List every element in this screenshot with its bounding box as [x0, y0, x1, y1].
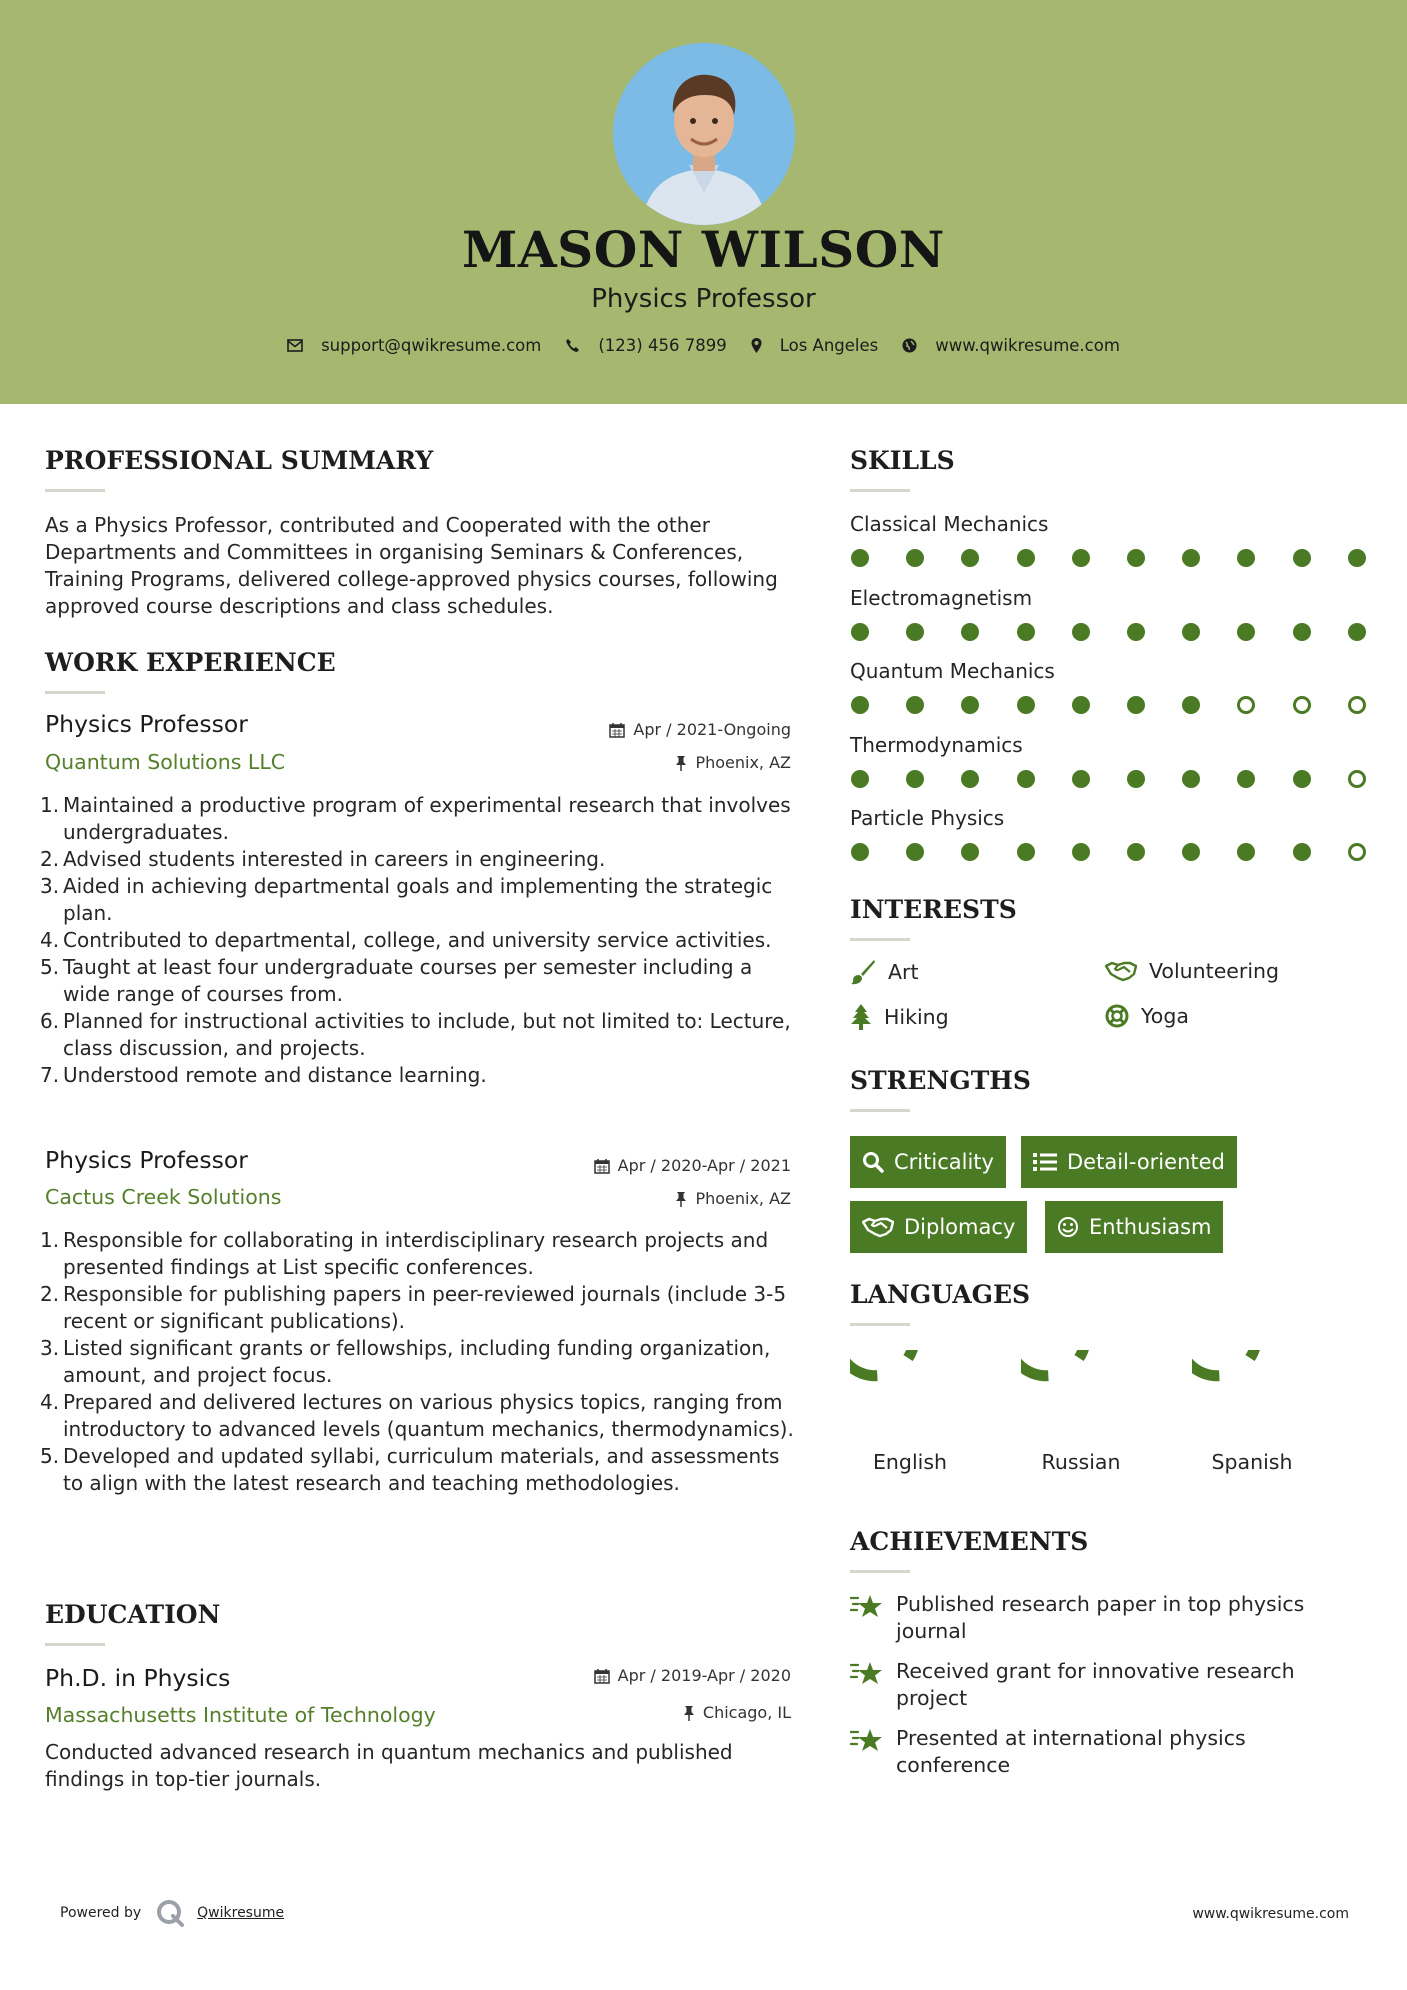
section-divider — [45, 691, 105, 694]
rating-dot — [1348, 696, 1366, 714]
contact-location — [751, 336, 879, 355]
candidate-role: Physics Professor — [591, 284, 816, 314]
website-text: www.qwikresume.com — [935, 336, 1120, 355]
duty-item — [40, 954, 805, 1008]
envelope-icon — [287, 339, 303, 352]
language-ring — [1192, 1350, 1312, 1444]
achievement-item — [850, 1658, 1350, 1712]
duty-text: Developed and updated syllabi, curriculum materials, and assessments to align with the latest research and teaching methodologies. — [63, 1444, 780, 1495]
globe-icon — [902, 338, 917, 353]
rating-dot — [1017, 623, 1035, 641]
paintbrush-icon — [850, 959, 876, 985]
duty-number: 1. — [40, 1228, 60, 1252]
language-ring-arc — [1021, 1350, 1085, 1376]
duty-item — [40, 846, 805, 873]
skill-rating — [851, 696, 1371, 716]
rating-dot — [1293, 696, 1311, 714]
section-title-work: WORK EXPERIENCE — [45, 648, 336, 677]
rating-dot — [906, 549, 924, 567]
job-duties-list — [40, 792, 805, 1089]
rating-dot — [1237, 770, 1255, 788]
duty-number: 1. — [40, 793, 60, 817]
school-name: Massachusetts Institute of Technology — [45, 1703, 436, 1727]
section-divider — [850, 938, 910, 941]
rating-dot — [851, 623, 869, 641]
duty-text: Listed significant grants or fellowships, including funding organization, amount, and project focus. — [63, 1336, 771, 1387]
summary-text: As a Physics Professor, contributed and Cooperated with the other Departments and Committees in organising Seminars & Conferences, Training Programs, delivered college-approved physics courses, following approved course descriptions and class schedules. — [45, 513, 778, 618]
language-ring — [1021, 1350, 1141, 1444]
calendar-icon — [609, 722, 625, 738]
interest-label: Hiking — [884, 1005, 949, 1029]
achievement-item — [850, 1591, 1350, 1645]
job-date — [609, 720, 791, 739]
strength-label: Detail-oriented — [1067, 1150, 1225, 1174]
pin-icon — [675, 1191, 687, 1207]
rating-dot — [906, 623, 924, 641]
rating-dot — [1348, 623, 1366, 641]
rating-dot — [851, 843, 869, 861]
rating-dot — [1182, 843, 1200, 861]
duty-item — [40, 1227, 805, 1281]
rating-dot — [961, 696, 979, 714]
duty-number: 3. — [40, 1336, 60, 1360]
rating-dot — [1348, 770, 1366, 788]
profile-photo — [613, 43, 795, 225]
duty-item — [40, 873, 805, 927]
powered-by-text: Powered by — [60, 1905, 142, 1921]
rating-dot — [906, 770, 924, 788]
duty-item — [40, 1062, 805, 1089]
rating-dot — [1017, 696, 1035, 714]
list-icon — [1033, 1152, 1057, 1172]
duty-number: 2. — [40, 1282, 60, 1306]
rating-dot — [1072, 770, 1090, 788]
duty-number: 4. — [40, 1390, 60, 1414]
footer-website[interactable]: www.qwikresume.com — [1192, 1906, 1349, 1922]
rating-dot — [1293, 770, 1311, 788]
skill-rating — [851, 770, 1371, 790]
duty-text: Prepared and delivered lectures on various physics topics, ranging from introductory to advanced levels (quantum mechanics, thermodynamics). — [63, 1390, 794, 1441]
job-location-text: Phoenix, AZ — [695, 1189, 791, 1208]
strength-label: Enthusiasm — [1089, 1215, 1212, 1239]
strength-badge — [850, 1136, 1006, 1188]
rating-dot — [1017, 770, 1035, 788]
duty-text: Aided in achieving departmental goals and implementing the strategic plan. — [63, 874, 773, 925]
language-ring-arc — [1192, 1350, 1256, 1376]
rating-dot — [1017, 549, 1035, 567]
language-label: Spanish — [1211, 1450, 1293, 1474]
rating-dot — [1072, 696, 1090, 714]
rating-dot — [1127, 843, 1145, 861]
search-icon — [862, 1151, 884, 1173]
section-title-education: EDUCATION — [45, 1600, 221, 1629]
rating-dot — [1127, 549, 1145, 567]
duty-number: 5. — [40, 955, 60, 979]
duty-item — [40, 1281, 805, 1335]
interest-item — [1105, 959, 1279, 983]
achievement-text: Presented at international physics conference — [896, 1726, 1246, 1777]
achievement-text: Published research paper in top physics journal — [896, 1592, 1305, 1643]
skill-name: Classical Mechanics — [850, 512, 1049, 536]
job-date-text: Apr / 2021-Ongoing — [633, 720, 791, 739]
email-text: support@qwikresume.com — [321, 336, 542, 355]
footer-powered — [60, 1898, 284, 1928]
duty-text: Taught at least four undergraduate courses per semester including a wide range of courses from. — [63, 955, 753, 1006]
education-date — [594, 1666, 791, 1685]
rating-dot — [1182, 696, 1200, 714]
rating-dot — [1237, 549, 1255, 567]
duty-text: Planned for instructional activities to include, but not limited to: Lecture, class discussion, and projects. — [63, 1009, 791, 1060]
candidate-name: MASON WILSON — [462, 220, 945, 279]
rating-dot — [961, 623, 979, 641]
section-title-interests: INTERESTS — [850, 895, 1017, 924]
strength-label: Diplomacy — [904, 1215, 1016, 1239]
rating-dot — [1237, 623, 1255, 641]
qwikresume-logo-icon — [155, 1898, 185, 1928]
achievement-text: Received grant for innovative research project — [896, 1659, 1295, 1710]
language-ring — [850, 1350, 970, 1444]
contact-email[interactable] — [287, 336, 541, 355]
rating-dot — [1293, 843, 1311, 861]
degree-title: Ph.D. in Physics — [45, 1664, 231, 1692]
skill-name: Electromagnetism — [850, 585, 1033, 610]
section-divider — [850, 1570, 910, 1573]
tree-icon — [850, 1004, 872, 1030]
duty-item — [40, 1443, 805, 1497]
skill-rating — [851, 623, 1371, 643]
star-icon — [850, 1727, 884, 1755]
skill-name: Thermodynamics — [850, 732, 1023, 757]
duty-item — [40, 927, 805, 954]
duty-item — [40, 1335, 805, 1389]
section-divider — [850, 1109, 910, 1112]
duty-text: Maintained a productive program of experimental research that involves undergraduates. — [63, 793, 791, 844]
rating-dot — [906, 696, 924, 714]
education-text: Conducted advanced research in quantum mechanics and published findings in top-tier journals. — [45, 1740, 733, 1791]
contact-phone[interactable] — [565, 336, 726, 355]
location-text: Los Angeles — [779, 336, 879, 355]
duty-text: Responsible for collaborating in interdisciplinary research projects and presented findings at List specific conferences. — [63, 1228, 769, 1279]
calendar-icon — [594, 1668, 610, 1684]
education-location-text: Chicago, IL — [702, 1703, 791, 1722]
job-company: Cactus Creek Solutions — [45, 1185, 282, 1209]
language-item — [1192, 1350, 1312, 1474]
interest-item — [850, 959, 919, 985]
phone-text: (123) 456 7899 — [598, 336, 727, 355]
language-label: Russian — [1041, 1450, 1121, 1474]
rating-dot — [1127, 623, 1145, 641]
job-title: Physics Professor — [45, 710, 248, 738]
interest-item — [1105, 1004, 1189, 1028]
lifering-icon — [1105, 1004, 1129, 1028]
pin-icon — [683, 1705, 695, 1721]
duty-text: Advised students interested in careers in engineering. — [63, 847, 606, 871]
strength-badge — [850, 1201, 1027, 1253]
duty-number: 2. — [40, 847, 60, 871]
duty-text: Understood remote and distance learning. — [63, 1063, 487, 1087]
section-divider — [850, 1323, 910, 1326]
rating-dot — [961, 843, 979, 861]
education-date-text: Apr / 2019-Apr / 2020 — [617, 1666, 791, 1685]
rating-dot — [1017, 843, 1035, 861]
rating-dot — [1072, 549, 1090, 567]
handshake-icon — [1105, 960, 1137, 982]
section-title-achievements: ACHIEVEMENTS — [850, 1527, 1089, 1556]
job-duties-list — [40, 1227, 805, 1497]
rating-dot — [1182, 549, 1200, 567]
interest-label: Volunteering — [1149, 959, 1280, 983]
rating-dot — [1348, 843, 1366, 861]
skill-rating — [851, 843, 1371, 863]
rating-dot — [851, 696, 869, 714]
job-title: Physics Professor — [45, 1146, 248, 1174]
section-title-strengths: STRENGTHS — [850, 1066, 1031, 1095]
rating-dot — [1293, 623, 1311, 641]
calendar-icon — [594, 1158, 610, 1174]
job-location-text: Phoenix, AZ — [695, 753, 791, 772]
map-marker-icon — [751, 338, 762, 353]
duty-number: 7. — [40, 1063, 60, 1087]
section-divider — [850, 489, 910, 492]
pin-icon — [675, 755, 687, 771]
skill-name: Particle Physics — [850, 806, 1005, 830]
rating-dot — [961, 549, 979, 567]
duty-number: 5. — [40, 1444, 60, 1468]
rating-dot — [1127, 770, 1145, 788]
interest-label: Yoga — [1141, 1004, 1189, 1028]
rating-dot — [1072, 623, 1090, 641]
rating-dot — [1182, 770, 1200, 788]
duty-text: Contributed to departmental, college, and university service activities. — [63, 928, 772, 952]
rating-dot — [1072, 843, 1090, 861]
language-ring-arc — [850, 1350, 914, 1376]
strength-badge — [1021, 1136, 1237, 1188]
rating-dot — [851, 549, 869, 567]
star-icon — [850, 1660, 884, 1688]
contact-bar — [0, 336, 1407, 355]
duty-number: 4. — [40, 928, 60, 952]
job-date — [594, 1156, 791, 1175]
handshake-icon — [862, 1216, 894, 1238]
star-icon — [850, 1593, 884, 1621]
interest-item — [850, 1004, 949, 1030]
education-location — [683, 1703, 791, 1722]
strength-badge — [1045, 1201, 1223, 1253]
duty-number: 6. — [40, 1009, 60, 1033]
rating-dot — [1237, 843, 1255, 861]
job-date-text: Apr / 2020-Apr / 2021 — [617, 1156, 791, 1175]
rating-dot — [1182, 623, 1200, 641]
section-title-languages: LANGUAGES — [850, 1280, 1031, 1309]
language-item — [1021, 1350, 1141, 1474]
duty-item — [40, 792, 805, 846]
rating-dot — [1293, 549, 1311, 567]
section-title-summary: PROFESSIONAL SUMMARY — [45, 446, 434, 475]
brand-link[interactable]: Qwikresume — [197, 1905, 285, 1921]
section-title-skills: SKILLS — [850, 446, 955, 475]
rating-dot — [851, 770, 869, 788]
rating-dot — [1127, 696, 1145, 714]
skill-rating — [851, 549, 1371, 569]
interest-label: Art — [888, 960, 919, 984]
resume-header — [0, 0, 1407, 404]
section-divider — [45, 1643, 105, 1646]
contact-website[interactable] — [902, 336, 1120, 355]
rating-dot — [1237, 696, 1255, 714]
duty-number: 3. — [40, 874, 60, 898]
rating-dot — [906, 843, 924, 861]
duty-text: Responsible for publishing papers in peer-reviewed journals (include 3-5 recent or significant publications). — [63, 1282, 787, 1333]
duty-item — [40, 1008, 805, 1062]
job-company: Quantum Solutions LLC — [45, 750, 286, 774]
smile-icon — [1057, 1216, 1079, 1238]
phone-icon — [565, 338, 580, 353]
rating-dot — [961, 770, 979, 788]
job-location — [675, 1189, 791, 1208]
language-label: English — [872, 1450, 948, 1474]
job-location — [675, 753, 791, 772]
skill-name: Quantum Mechanics — [850, 659, 1055, 683]
achievement-item — [850, 1725, 1350, 1779]
strength-label: Criticality — [894, 1150, 994, 1174]
language-item — [850, 1350, 970, 1474]
rating-dot — [1348, 549, 1366, 567]
duty-item — [40, 1389, 805, 1443]
section-divider — [45, 489, 105, 492]
